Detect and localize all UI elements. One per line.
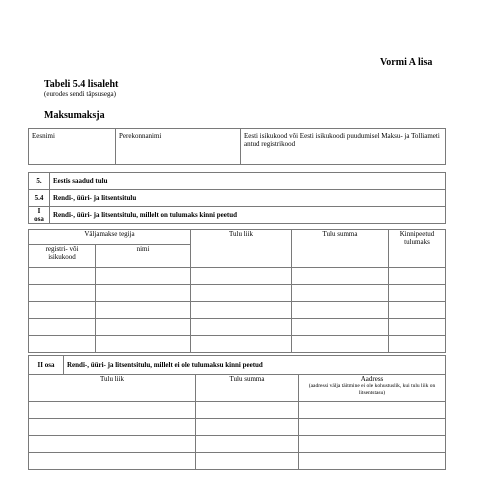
first-name-field[interactable]: Eesnimi — [29, 129, 116, 165]
table-row — [29, 319, 446, 336]
table-row — [29, 302, 446, 319]
income-amount-header-2: Tulu summa — [196, 375, 299, 402]
part2-number: II osa — [29, 356, 64, 375]
payer-column-header: Väljamakse tegija — [29, 230, 191, 245]
payer-table — [28, 128, 446, 165]
last-name-field[interactable]: Perekonnanimi — [116, 129, 241, 165]
table-row — [29, 436, 446, 453]
income-amount-header: Tulu summa — [292, 230, 389, 268]
income-type-header-2: Tulu liik — [29, 375, 196, 402]
income-type-header: Tulu liik — [191, 230, 292, 268]
part1-number: I osa — [29, 207, 50, 224]
not-withheld-income-table — [28, 374, 446, 470]
address-note: (aadressi välja täitmine ei ole kohustuslik, kui tulu liik on litsentstasu) — [308, 383, 436, 396]
part2-label: Rendi-, üüri- ja litsentsitulu, millelt ei ole tulumaksu kinni peetud — [64, 356, 446, 375]
subsection-number: 5.4 — [29, 190, 50, 207]
address-label: Aadress — [360, 375, 384, 383]
table-row — [29, 268, 446, 285]
table-row — [29, 336, 446, 353]
part1-label: Rendi-, üüri- ja litsentsitulu, millelt on tulumaks kinni peetud — [50, 207, 446, 224]
subsection-label: Rendi-, üüri- ja litsentsitulu — [50, 190, 446, 207]
name-header: nimi — [96, 245, 191, 268]
table-row — [29, 453, 446, 470]
withheld-income-table — [28, 229, 446, 353]
section-5-header — [28, 172, 446, 224]
id-code-field[interactable]: Eesti isikukood või Eesti isikukoodi puudumisel Maksu- ja Tolliameti antud registrikood — [241, 129, 446, 165]
page-title: Tabeli 5.4 lisaleht — [44, 79, 119, 90]
form-id: Vormi A lisa — [380, 57, 433, 68]
payer-heading: Maksumaksja — [44, 110, 105, 121]
section-number: 5. — [29, 173, 50, 190]
page-subtitle: (eurodes sendi täpsusega) — [44, 90, 116, 98]
reg-code-header: registri- või isikukood — [29, 245, 96, 268]
table-row — [29, 402, 446, 419]
section-label: Eestis saadud tulu — [50, 173, 446, 190]
table-row — [29, 285, 446, 302]
withheld-tax-header: Kinnipeetud tulumaks — [389, 230, 446, 268]
address-header — [299, 375, 446, 402]
table-row — [29, 419, 446, 436]
part2-header — [28, 355, 446, 375]
